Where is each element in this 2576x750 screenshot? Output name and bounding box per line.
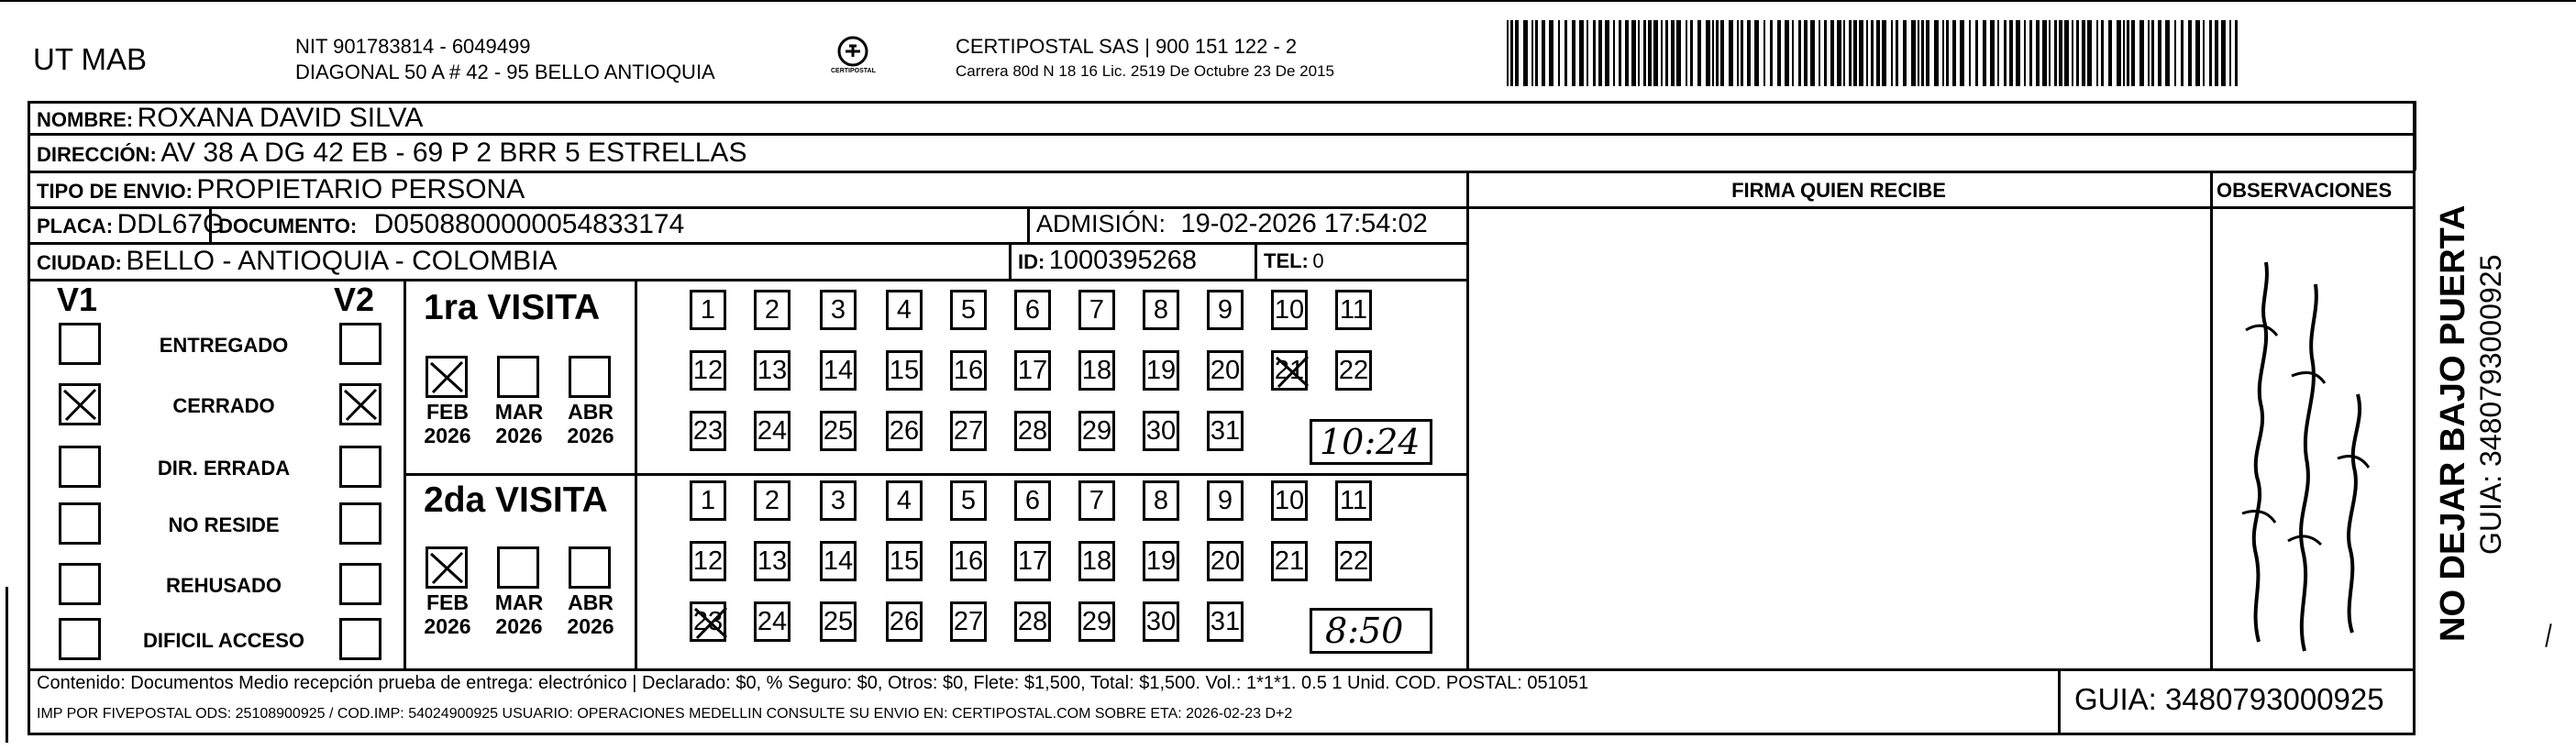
barcode-bar bbox=[2174, 20, 2176, 86]
barcode-bar bbox=[1510, 20, 1513, 86]
barcode-bar bbox=[1605, 20, 1609, 86]
firma-header: FIRMA QUIEN RECIBE bbox=[1731, 179, 1946, 202]
v2-label: V2 bbox=[334, 281, 375, 318]
barcode-bar bbox=[2076, 20, 2079, 86]
barcode-bar bbox=[1837, 20, 1841, 86]
sender-address: DIAGONAL 50 A # 42 - 95 BELLO ANTIOQUIA bbox=[295, 61, 715, 83]
day-box[interactable]: 3 bbox=[820, 290, 857, 330]
barcode-bar bbox=[2123, 20, 2125, 86]
barcode-bar bbox=[2158, 20, 2161, 86]
v1-status-checkbox[interactable] bbox=[59, 383, 101, 425]
day-box[interactable]: 10 bbox=[1271, 290, 1308, 330]
month-label: MAR 2026 bbox=[494, 590, 544, 638]
barcode-bar bbox=[1942, 20, 1944, 86]
day-box[interactable]: 10 bbox=[1271, 480, 1308, 521]
day-box[interactable]: 23 bbox=[690, 601, 726, 642]
barcode-bar bbox=[2195, 20, 2200, 86]
status-label: DIR. ERRADA bbox=[157, 457, 291, 480]
placa-value: DDL67G bbox=[116, 209, 225, 239]
nit-text: NIT 901783814 - 6049499 bbox=[295, 35, 531, 58]
barcode-bar bbox=[1810, 20, 1815, 86]
barcode-bar bbox=[1859, 20, 1863, 86]
barcode-bar bbox=[2036, 20, 2040, 86]
day-box[interactable]: 2 bbox=[754, 480, 790, 521]
barcode-bar bbox=[1918, 20, 1919, 86]
barcode-bar bbox=[1911, 20, 1916, 86]
first-visit-time-box bbox=[1310, 419, 1432, 465]
day-box[interactable]: 21 bbox=[1271, 350, 1308, 391]
barcode-bar bbox=[2009, 20, 2013, 86]
day-box[interactable]: 29 bbox=[1078, 411, 1115, 451]
day-box[interactable]: 30 bbox=[1143, 411, 1179, 451]
day-box[interactable]: 1 bbox=[690, 290, 726, 330]
barcode-bar bbox=[2087, 20, 2092, 86]
barcode-bar bbox=[1952, 20, 1956, 86]
barcode-bar bbox=[2165, 20, 2170, 86]
barcode-bar bbox=[1564, 20, 1567, 86]
barcode-bar bbox=[1876, 20, 1880, 86]
documento-label: DOCUMENTO: bbox=[218, 215, 358, 237]
barcode-bar bbox=[1542, 20, 1545, 86]
side-text bbox=[2427, 128, 2507, 733]
barcode-bar bbox=[1579, 20, 1584, 86]
barcode-bar bbox=[1716, 20, 1719, 86]
month-checkbox[interactable] bbox=[426, 356, 468, 398]
barcode-bar bbox=[1754, 20, 1759, 86]
day-box[interactable]: 7 bbox=[1078, 290, 1115, 330]
day-box[interactable]: 13 bbox=[754, 350, 790, 391]
ciudad-label: CIUDAD: bbox=[37, 251, 122, 274]
month-checkbox[interactable] bbox=[497, 546, 539, 589]
day-box[interactable]: 16 bbox=[950, 541, 987, 581]
day-box[interactable]: 28 bbox=[1014, 411, 1051, 451]
barcode-bar bbox=[1631, 20, 1636, 86]
day-box[interactable]: 15 bbox=[886, 350, 923, 391]
day-box[interactable]: 23 bbox=[690, 411, 726, 451]
barcode-bar bbox=[1853, 20, 1857, 86]
barcode-bar bbox=[1729, 20, 1733, 86]
barcode-bar bbox=[1665, 20, 1668, 86]
day-box[interactable]: 26 bbox=[886, 411, 923, 451]
barcode-bar bbox=[2096, 20, 2098, 86]
first-visit-time: 10:24 bbox=[1320, 422, 1421, 462]
tel-value: 0 bbox=[1312, 249, 1324, 272]
day-box[interactable]: 18 bbox=[1078, 541, 1115, 581]
day-box[interactable]: 7 bbox=[1078, 480, 1115, 521]
barcode-bar bbox=[1712, 20, 1714, 86]
barcode-bar bbox=[1686, 20, 1687, 86]
tel-label: TEL: bbox=[1264, 249, 1309, 272]
v2-status-checkbox[interactable] bbox=[339, 502, 381, 545]
direccion-label: DIRECCIÓN: bbox=[37, 143, 157, 166]
day-box[interactable]: 19 bbox=[1143, 350, 1179, 391]
barcode-bar bbox=[2108, 20, 2112, 86]
barcode-bar bbox=[1997, 20, 1999, 86]
barcode-bar bbox=[1926, 20, 1929, 86]
barcode-bar bbox=[2059, 20, 2062, 86]
barcode-bar bbox=[1777, 20, 1781, 86]
barcode-bar bbox=[1625, 20, 1629, 86]
day-box[interactable]: 13 bbox=[754, 541, 790, 581]
barcode-bar bbox=[1785, 20, 1789, 86]
barcode-bar bbox=[1598, 20, 1602, 86]
barcode-bar bbox=[1849, 20, 1852, 86]
barcode-bar bbox=[2148, 20, 2150, 86]
barcode-bar bbox=[1523, 20, 1528, 86]
placa-label: PLACA: bbox=[37, 215, 114, 237]
barcode-bar bbox=[1638, 20, 1640, 86]
day-box[interactable]: 17 bbox=[1014, 541, 1051, 581]
day-box[interactable]: 27 bbox=[950, 411, 987, 451]
admision-value: 19-02-2026 17:54:02 bbox=[1180, 209, 1428, 238]
v2-status-checkbox[interactable] bbox=[339, 446, 381, 488]
barcode-bar bbox=[1960, 20, 1964, 86]
barcode-bar bbox=[2082, 20, 2085, 86]
day-box[interactable]: 31 bbox=[1207, 411, 1244, 451]
barcode-bar bbox=[1946, 20, 1949, 86]
tipo-envio-label: TIPO DE ENVIO: bbox=[37, 180, 193, 203]
barcode-bar bbox=[1896, 20, 1898, 86]
day-box[interactable]: 5 bbox=[950, 290, 987, 330]
day-box[interactable]: 24 bbox=[754, 411, 790, 451]
day-box[interactable]: 19 bbox=[1143, 541, 1179, 581]
barcode-bar bbox=[1975, 20, 1978, 86]
company-name: UT MAB bbox=[33, 42, 148, 76]
barcode-bar bbox=[1706, 20, 1710, 86]
barcode-bar bbox=[2024, 20, 2026, 86]
barcode-bar bbox=[2188, 20, 2192, 86]
direccion-value: AV 38 A DG 42 EB - 69 P 2 BRR 5 ESTRELLAS bbox=[160, 138, 747, 168]
barcode-bar bbox=[2004, 20, 2007, 86]
barcode-bar bbox=[2064, 20, 2069, 86]
barcode-bar bbox=[2235, 20, 2238, 86]
barcode-bar bbox=[1866, 20, 1868, 86]
barcode-bar bbox=[1921, 20, 1924, 86]
status-label: DIFICIL ACCESO bbox=[142, 629, 304, 652]
barcode-bar bbox=[2229, 20, 2231, 86]
barcode-bar bbox=[1593, 20, 1596, 86]
v2-status-checkbox[interactable] bbox=[339, 563, 381, 605]
barcode-bar bbox=[1737, 20, 1739, 86]
day-box[interactable]: 11 bbox=[1335, 290, 1372, 330]
day-box[interactable]: 11 bbox=[1335, 480, 1372, 521]
carrier-name: CERTIPOSTAL SAS | 900 151 122 - 2 bbox=[956, 35, 1298, 58]
day-box[interactable]: 30 bbox=[1143, 601, 1179, 642]
nombre-value: ROXANA DAVID SILVA bbox=[137, 103, 424, 133]
month-label: FEB 2026 bbox=[424, 590, 471, 638]
v1-status-checkbox[interactable] bbox=[59, 323, 101, 365]
day-box[interactable]: 8 bbox=[1143, 480, 1179, 521]
day-box[interactable]: 14 bbox=[820, 350, 857, 391]
barcode-bar bbox=[2101, 20, 2104, 86]
barcode-bar bbox=[1934, 20, 1939, 86]
v1-label: V1 bbox=[57, 281, 98, 318]
day-box[interactable]: 25 bbox=[820, 601, 857, 642]
barcode-bar bbox=[1891, 20, 1893, 86]
barcode-bar bbox=[1720, 20, 1724, 86]
barcode bbox=[1507, 20, 2240, 86]
day-box[interactable]: 2 bbox=[754, 290, 790, 330]
day-box[interactable]: 5 bbox=[950, 480, 987, 521]
day-box[interactable]: 12 bbox=[690, 541, 726, 581]
v2-status-checkbox[interactable] bbox=[339, 383, 381, 425]
barcode-bar bbox=[2029, 20, 2032, 86]
barcode-bar bbox=[2042, 20, 2047, 86]
day-box[interactable]: 1 bbox=[690, 480, 726, 521]
barcode-bar bbox=[2151, 20, 2154, 86]
barcode-bar bbox=[1871, 20, 1874, 86]
footer-guia: GUIA: 3480793000925 bbox=[2074, 682, 2384, 716]
barcode-bar bbox=[2054, 20, 2057, 86]
margin-mark-right bbox=[2545, 623, 2551, 647]
barcode-bar bbox=[1613, 20, 1615, 86]
no-dejar-warning: NO DEJAR BAJO PUERTA bbox=[2434, 204, 2472, 642]
month-checkbox[interactable] bbox=[426, 546, 468, 589]
day-box[interactable]: 8 bbox=[1143, 290, 1179, 330]
barcode-bar bbox=[1661, 20, 1663, 86]
month-label: FEB 2026 bbox=[424, 400, 471, 447]
barcode-bar bbox=[1747, 20, 1751, 86]
month-label: ABR 2026 bbox=[567, 590, 614, 638]
day-box[interactable]: 12 bbox=[690, 350, 726, 391]
barcode-bar bbox=[1903, 20, 1907, 86]
barcode-bar bbox=[1983, 20, 1986, 86]
footer-content: Contenido: Documentos Medio recepción prueba de entrega: electrónico | Declarado: $0, % Seguro: $0, Otros: $0, Flete: $1,500, Total: $1,500. Vol.: 1*1*1. 0.5 1 Unid. COD. POSTAL: 051051 bbox=[37, 673, 1589, 693]
barcode-bar bbox=[1824, 20, 1827, 86]
month-label: ABR 2026 bbox=[567, 400, 614, 447]
v1-status-checkbox[interactable] bbox=[59, 563, 101, 605]
first-visit-title: 1ra VISITA bbox=[424, 288, 601, 327]
day-box[interactable]: 3 bbox=[820, 480, 857, 521]
v2-status-checkbox[interactable] bbox=[339, 618, 381, 660]
day-box[interactable]: 28 bbox=[1014, 601, 1051, 642]
v1-status-checkbox[interactable] bbox=[59, 618, 101, 660]
v1-status-checkbox[interactable] bbox=[59, 502, 101, 545]
barcode-bar bbox=[1676, 20, 1681, 86]
day-box[interactable]: 31 bbox=[1207, 601, 1244, 642]
logo-text: CERTIPOSTAL bbox=[831, 68, 876, 74]
month-label: MAR 2026 bbox=[494, 400, 544, 447]
day-box[interactable]: 6 bbox=[1014, 480, 1051, 521]
day-box[interactable]: 15 bbox=[886, 541, 923, 581]
day-box[interactable]: 6 bbox=[1014, 290, 1051, 330]
ciudad-value: BELLO - ANTIOQUIA - COLOMBIA bbox=[126, 246, 558, 276]
barcode-bar bbox=[1671, 20, 1675, 86]
tipo-envio-value: PROPIETARIO PERSONA bbox=[196, 174, 525, 204]
barcode-bar bbox=[1587, 20, 1588, 86]
barcode-bar bbox=[1643, 20, 1646, 86]
barcode-bar bbox=[1697, 20, 1701, 86]
margin-mark-left bbox=[6, 587, 8, 743]
day-box[interactable]: 26 bbox=[886, 601, 923, 642]
barcode-bar bbox=[2117, 20, 2121, 86]
day-box[interactable]: 22 bbox=[1335, 541, 1372, 581]
month-checkbox[interactable] bbox=[497, 356, 539, 398]
barcode-bar bbox=[1690, 20, 1693, 86]
status-label: NO RESIDE bbox=[168, 513, 280, 536]
status-label: ENTREGADO bbox=[159, 334, 289, 357]
barcode-bar bbox=[1882, 20, 1886, 86]
barcode-bar bbox=[1741, 20, 1743, 86]
barcode-bar bbox=[2181, 20, 2184, 86]
day-box[interactable]: 4 bbox=[886, 290, 923, 330]
barcode-bar bbox=[2221, 20, 2226, 86]
day-box[interactable]: 25 bbox=[820, 411, 857, 451]
barcode-bar bbox=[2203, 20, 2205, 86]
day-box[interactable]: 22 bbox=[1335, 350, 1372, 391]
barcode-bar bbox=[1572, 20, 1575, 86]
barcode-bar bbox=[2072, 20, 2073, 86]
day-box[interactable]: 9 bbox=[1207, 480, 1244, 521]
barcode-bar bbox=[1819, 20, 1820, 86]
barcode-bar bbox=[2139, 20, 2144, 86]
barcode-bar bbox=[1990, 20, 1995, 86]
footer-print-info: IMP POR FIVEPOSTAL ODS: 25108900925 / COD.IMP: 54024900925 USUARIO: OPERACIONES MEDELLIN CONSULTE SU ENVIO EN: CERTIPOSTAL.COM SOBRE ETA: 2026-02-23 D+2 bbox=[37, 706, 1293, 722]
id-value: 1000395268 bbox=[1048, 246, 1198, 275]
day-box[interactable]: 16 bbox=[950, 350, 987, 391]
barcode-bar bbox=[1531, 20, 1533, 86]
day-box[interactable]: 27 bbox=[950, 601, 987, 642]
month-checkbox[interactable] bbox=[569, 356, 611, 398]
day-box[interactable]: 18 bbox=[1078, 350, 1115, 391]
v2-status-checkbox[interactable] bbox=[339, 323, 381, 365]
barcode-bar bbox=[1830, 20, 1834, 86]
barcode-bar bbox=[1792, 20, 1794, 86]
barcode-bar bbox=[1648, 20, 1652, 86]
day-box[interactable]: 17 bbox=[1014, 350, 1051, 391]
barcode-bar bbox=[1558, 20, 1560, 86]
barcode-bar bbox=[2215, 20, 2218, 86]
barcode-bar bbox=[1507, 20, 1509, 86]
barcode-bar bbox=[2016, 20, 2020, 86]
certipostal-logo bbox=[827, 33, 879, 84]
status-label: REHUSADO bbox=[166, 574, 282, 597]
id-label: ID: bbox=[1018, 250, 1045, 273]
admision-label: ADMISIÓN: bbox=[1036, 210, 1166, 237]
barcode-bar bbox=[1653, 20, 1658, 86]
barcode-bar bbox=[2049, 20, 2051, 86]
barcode-bar bbox=[2131, 20, 2135, 86]
side-guia: GUIA: 3480793000925 bbox=[2474, 254, 2507, 555]
day-box[interactable]: 24 bbox=[754, 601, 790, 642]
barcode-bar bbox=[1804, 20, 1808, 86]
barcode-bar bbox=[1535, 20, 1538, 86]
barcode-bar bbox=[1798, 20, 1801, 86]
barcode-bar bbox=[2209, 20, 2212, 86]
day-box[interactable]: 14 bbox=[820, 541, 857, 581]
month-checkbox[interactable] bbox=[569, 546, 611, 589]
barcode-bar bbox=[1843, 20, 1845, 86]
documento-value: D0508800000054833174 bbox=[373, 209, 685, 239]
second-visit-time: 8:50 bbox=[1325, 611, 1404, 651]
barcode-bar bbox=[2127, 20, 2129, 86]
barcode-bar bbox=[1549, 20, 1553, 86]
barcode-bar bbox=[1515, 20, 1519, 86]
second-visit-title: 2da VISITA bbox=[424, 480, 608, 520]
second-visit-time-box bbox=[1310, 608, 1432, 654]
day-box[interactable]: 29 bbox=[1078, 601, 1115, 642]
day-box[interactable]: 9 bbox=[1207, 290, 1244, 330]
nombre-label: NOMBRE: bbox=[37, 108, 134, 131]
v1-status-checkbox[interactable] bbox=[59, 446, 101, 488]
observaciones-header: OBSERVACIONES bbox=[2217, 179, 2393, 202]
carrier-license: Carrera 80d N 18 16 Lic. 2519 De Octubre 23 De 2015 bbox=[956, 62, 1334, 80]
day-box[interactable]: 4 bbox=[886, 480, 923, 521]
status-label: CERRADO bbox=[172, 394, 275, 417]
barcode-bar bbox=[1619, 20, 1621, 86]
observaciones-handwriting bbox=[2224, 238, 2398, 660]
barcode-bar bbox=[1969, 20, 1971, 86]
day-box[interactable]: 20 bbox=[1207, 541, 1244, 581]
barcode-bar bbox=[1770, 20, 1773, 86]
day-box[interactable]: 21 bbox=[1271, 541, 1308, 581]
barcode-bar bbox=[1763, 20, 1765, 86]
day-box[interactable]: 20 bbox=[1207, 350, 1244, 391]
